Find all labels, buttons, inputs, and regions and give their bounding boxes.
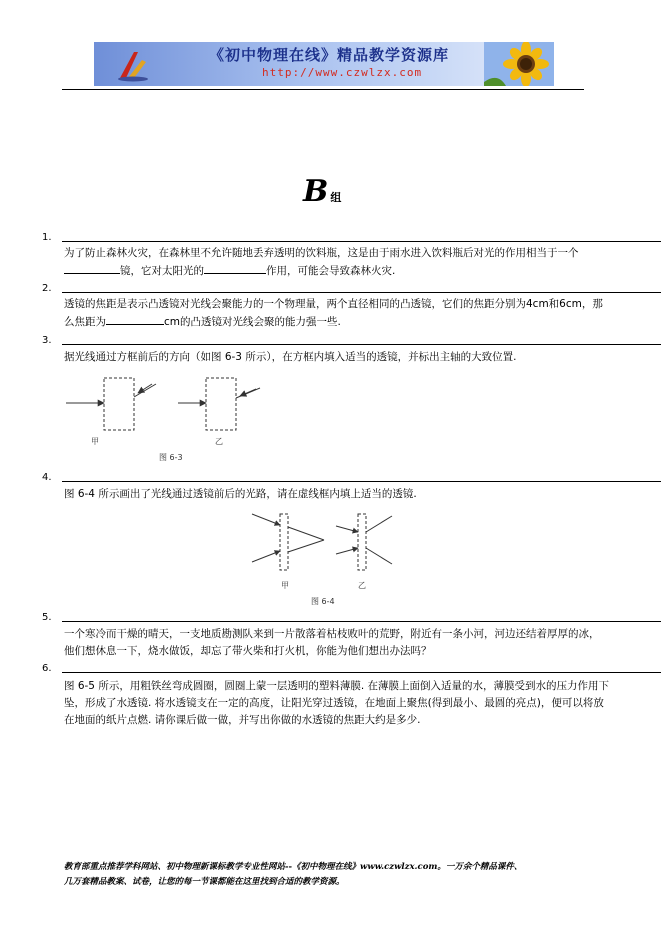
question-rule-6: [62, 672, 661, 673]
site-logo-icon: [116, 48, 150, 82]
answer-blank[interactable]: [64, 262, 120, 274]
question-rule-4: [62, 481, 661, 482]
question-number-2: 2.: [42, 283, 52, 294]
section-suffix: 组: [330, 191, 342, 204]
figure-6-3-label-b: 乙: [215, 437, 223, 446]
footer-line-1: 教育部重点推荐学科网站、初中物理新课标教学专业性网站--《初中物理在线》www.czwlzx.com。一万余个精品课件、: [64, 862, 523, 872]
question-text-6: 图 6-5 所示，用粗铁丝弯成圆圈，圆圈上蒙一层透明的塑料薄膜. 在薄膜上面倒入适量的水，薄膜受到水的压力作用下坠，形成了水透镜. 将水透镜支在一定的高度，让阳光穿过透镜，在地面上聚焦(得到最小、最圆的亮点)，便可以将放在地面的纸片点燃. 请你课后做一做，并写出你做的水透镜的焦距大约是多少.: [64, 680, 609, 726]
figure-6-3-box-a: [66, 378, 156, 430]
figure-6-4-caption: 图 6-4: [311, 597, 335, 606]
footer-line-2: 几万套精品教案、试卷，让您的每一节课都能在这里找到合适的教学资源。: [64, 877, 345, 887]
sunflower-icon: [484, 42, 554, 86]
question-number-5: 5.: [42, 612, 52, 623]
section-letter: B: [303, 174, 329, 209]
answer-blank[interactable]: [204, 262, 266, 274]
question-number-1: 1.: [42, 232, 52, 243]
figure-6-4-label-b: 乙: [358, 581, 366, 590]
header-rule: [62, 89, 584, 90]
banner-url[interactable]: http://www.czwlzx.com: [262, 66, 423, 79]
question-number-6: 6.: [42, 663, 52, 674]
question-1-part-b: 镜，它对太阳光的: [120, 265, 204, 277]
figure-6-4-box-b: [336, 514, 392, 570]
question-text-3: 据光线通过方框前后的方向（如图 6-3 所示），在方框内填入适当的透镜，并标出主轴的大致位置.: [64, 351, 517, 363]
question-text-1: [64, 245, 609, 280]
question-rule-2: [62, 292, 661, 293]
figure-6-3-caption: 图 6-3: [159, 453, 183, 462]
question-number-3: 3.: [42, 335, 52, 346]
question-rule-5: [62, 621, 661, 622]
header-banner: [94, 42, 554, 86]
question-text-5: 一个寒冷而干燥的晴天，一支地质勘测队来到一片散落着枯枝败叶的荒野，附近有一条小河，河边还结着厚厚的冰，他们想休息一下，烧水做饭，却忘了带火柴和打火机，你能为他们想出办法吗？: [64, 628, 600, 657]
question-text-2: [64, 296, 609, 331]
figure-6-3-label-a: 甲: [91, 437, 99, 446]
page-footer: [64, 860, 624, 890]
question-2-part-a: 透镜的焦距是表示凸透镜对光线会聚能力的一个物理量，两个直径相同的凸透镜，它们的焦距分别为4cm和6cm，那么焦距为: [64, 298, 603, 328]
question-text-4: 图 6-4 所示画出了光线通过透镜前后的光路，请在虚线框内填上适当的透镜.: [64, 488, 417, 500]
banner-title: 《初中物理在线》精品教学资源库: [209, 46, 450, 64]
figure-6-3: [64, 370, 264, 466]
question-number-4: 4.: [42, 472, 52, 483]
question-rule-3: [62, 344, 661, 345]
question-1-part-a: 为了防止森林火灾，在森林里不允许随地丢弃透明的饮料瓶，这是由于雨水进入饮料瓶后对光的作用相当于一个: [64, 247, 579, 259]
question-1-part-c: 作用，可能会导致森林火灾.: [266, 265, 396, 277]
question-2-part-b: cm的凸透镜对光线会聚的能力强一些.: [164, 316, 341, 328]
section-heading: [303, 174, 341, 209]
figure-6-4: [246, 506, 396, 610]
figure-6-4-box-a: [252, 514, 324, 570]
answer-blank[interactable]: [106, 313, 164, 325]
question-rule-1: [62, 241, 661, 242]
figure-6-3-box-b: [178, 378, 260, 430]
figure-6-4-label-a: 甲: [281, 581, 289, 590]
